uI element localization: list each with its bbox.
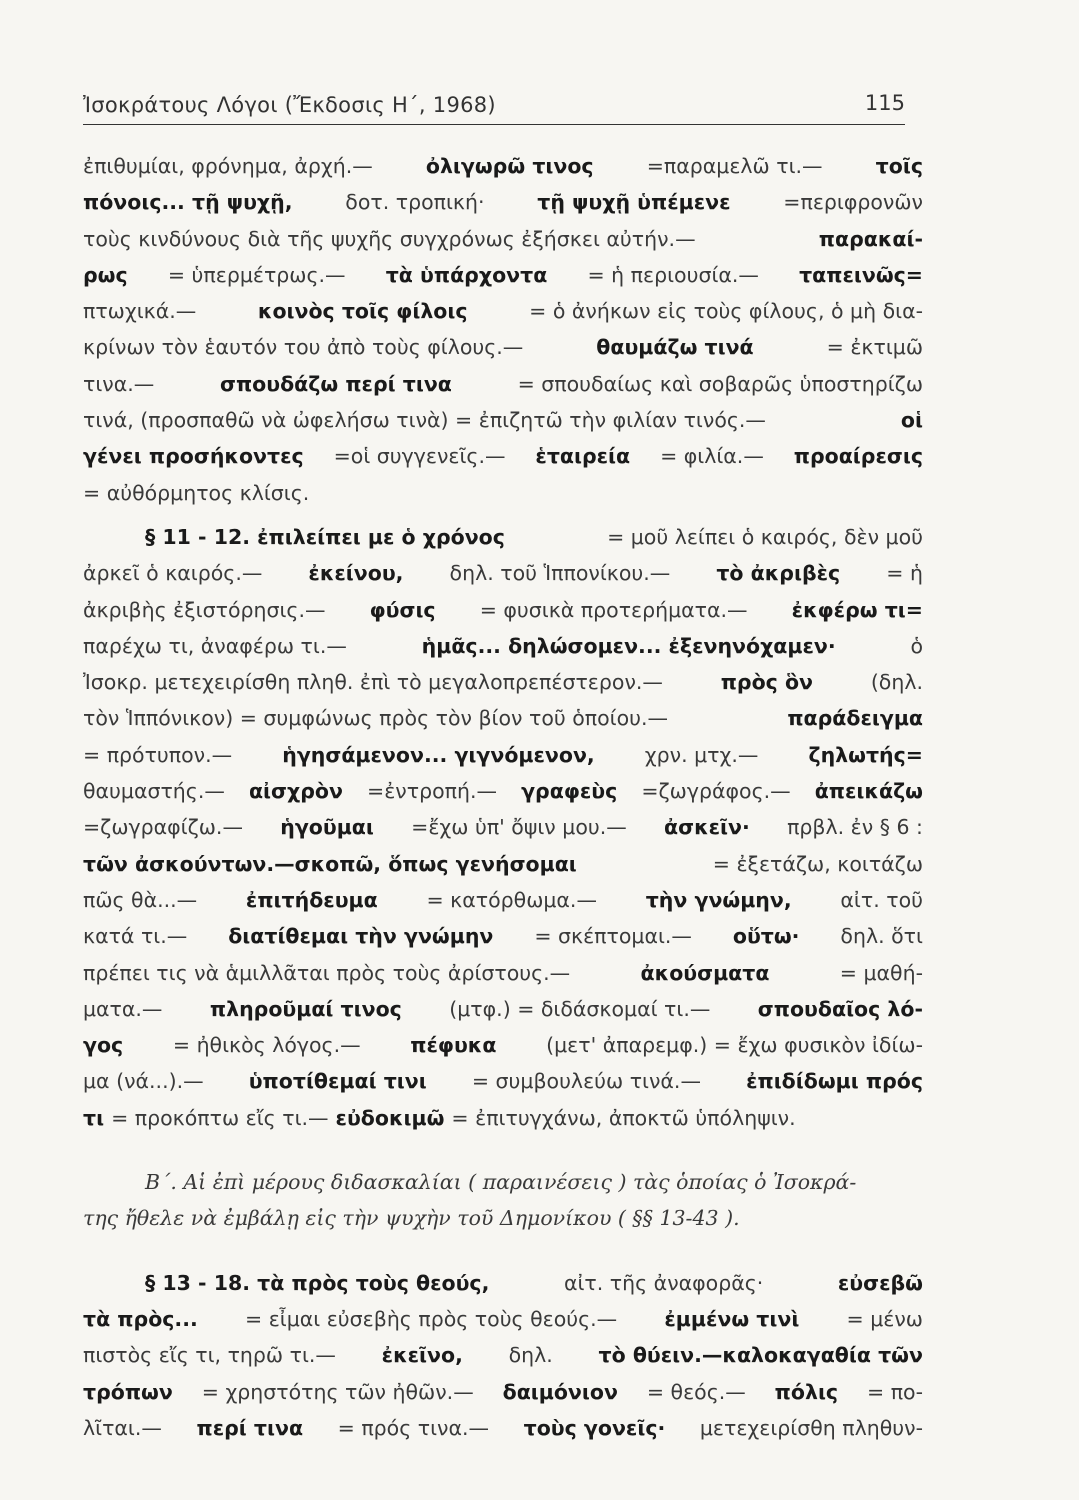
lemma: τῇ ψυχῇ ὑπέμενε [537, 190, 731, 215]
lemma: ἀσκεῖν· [664, 815, 750, 840]
text-line [83, 1337, 923, 1373]
gloss: κατά τι.— [83, 924, 188, 949]
gloss: ματα.— [83, 996, 163, 1021]
lemma: αἰσχρὸν [248, 779, 343, 804]
lemma: πόνοις... τῇ ψυχῇ, [83, 190, 293, 215]
lemma: δαιμόνιον [502, 1379, 618, 1404]
lemma: τοὺς γονεῖς· [523, 1415, 666, 1440]
lemma: παρακαί- [818, 226, 923, 251]
gloss: = φυσικὰ προτερήματα.— [479, 597, 748, 622]
lemma: κοινὸς τοῖς φίλοις [257, 299, 468, 324]
lemma: ταπεινῶς= [799, 262, 923, 287]
gloss: δηλ. [508, 1343, 553, 1368]
gloss: = ἐκτιμῶ [826, 335, 923, 360]
text-line [83, 1027, 923, 1063]
text-line [83, 1410, 923, 1446]
text-line [83, 773, 923, 809]
gloss: = πρός τινα.— [337, 1415, 490, 1440]
lemma: τὴν γνώμην, [645, 887, 792, 912]
text-line [83, 184, 923, 220]
lemma: φύσις [369, 597, 436, 622]
gloss: τινά, (προσπαθῶ νὰ ὠφελήσω τινὰ) = ἐπιζητῶ τὴν φιλίαν τινός.— [83, 408, 766, 433]
text-line [83, 438, 923, 474]
gloss: χρν. μτχ.— [644, 742, 759, 767]
lemma: ρως [83, 262, 128, 287]
lemma: ὀλιγωρῶ τινος [425, 154, 594, 178]
gloss: =οἱ συγγενεῖς.— [333, 444, 506, 469]
lemma: ἡμᾶς... δηλώσομεν... ἐξενηνόχαμεν· [421, 633, 836, 658]
lemma: τι [83, 1105, 105, 1130]
gloss: (μτφ.) = διδάσκομαί τι.— [449, 996, 711, 1021]
gloss: = ἐξετάζω, κοιτάζω [712, 851, 923, 876]
gloss: = σκέπτομαι.— [534, 924, 692, 949]
lemma: τοῖς [875, 154, 923, 178]
gloss: ἐπιθυμίαι, φρόνημα, ἀρχή.— [83, 154, 373, 178]
lemma: ἐκείνου, [308, 561, 404, 586]
lemma: ἐπιδίδωμι πρός [746, 1069, 923, 1094]
text-line [83, 592, 923, 628]
gloss: = σπουδαίως καὶ σοβαρῶς ὑποστηρίζω [517, 371, 923, 396]
text-line [83, 1164, 923, 1200]
text-line [83, 402, 923, 438]
text-line [83, 737, 923, 773]
gloss: = ἡ [886, 561, 923, 586]
lemma: ἐκεῖνο, [381, 1343, 463, 1368]
gloss: = μοῦ λείπει ὁ καιρός, δὲν μοῦ [607, 524, 923, 549]
gloss: μα (νά...).— [83, 1069, 204, 1094]
gloss: =ἔχω ὑπ' ὄψιν μου.— [411, 815, 627, 840]
text-line [83, 1100, 923, 1136]
lemma: γένει προσήκοντες [83, 444, 304, 469]
gloss: πῶς θὰ...— [83, 887, 198, 912]
lemma: ὑποτίθεμαί τινι [248, 1069, 427, 1094]
text-line [83, 519, 923, 555]
gloss: (μετ' ἀπαρεμφ.) = ἔχω φυσικὸν ἰδίω- [546, 1033, 923, 1058]
gloss: παρέχω τι, ἀναφέρω τι.— [83, 633, 347, 658]
text-line [83, 475, 923, 511]
gloss: = ἐπιτυγχάνω, ἀποκτῶ ὑπόληψιν. [451, 1105, 796, 1130]
page-number: 115 [864, 91, 905, 115]
gloss: ἀκριβὴς ἐξιστόρησις.— [83, 597, 326, 622]
running-header [83, 88, 905, 125]
gloss: μετεχειρίσθη πληθυν- [699, 1415, 923, 1440]
gloss: = εἶμαι εὐσεβὴς πρὸς τοὺς θεούς.— [245, 1306, 618, 1331]
gloss: λῖται.— [83, 1415, 162, 1440]
section-heading: της ἤθελε νὰ ἐμβάλῃ εἰς τὴν ψυχὴν τοῦ Δημονίκου ( §§ 13-43 ). [83, 1206, 740, 1231]
lemma: § 13 - 18. τὰ πρὸς τοὺς θεούς, [145, 1270, 490, 1295]
lemma: τὰ ὑπάρχοντα [385, 262, 548, 287]
header-title: Ἰσοκράτους Λόγοι (Ἔκδοσις Η΄, 1968) [83, 93, 496, 117]
gloss: τοὺς κινδύνους διὰ τῆς ψυχῆς συγχρόνως ἐξήσκει αὐτήν.— [83, 226, 696, 251]
text-line [83, 366, 923, 402]
section-heading: Β΄. Αἱ ἐπὶ μέρους διδασκαλίαι ( παραινέσεις ) τὰς ὁποίας ὁ Ἰσοκρά- [145, 1170, 857, 1195]
text-line [83, 1265, 923, 1301]
lemma: τῶν ἀσκούντων.—σκοπῶ, ὅπως γενήσομαι [83, 851, 577, 876]
lemma: προαίρεσις [793, 444, 923, 469]
text-line [83, 918, 923, 954]
lemma: § 11 - 12. ἐπιλείπει με ὁ χρόνος [145, 524, 505, 549]
gloss: αἰτ. τῆς ἀναφορᾶς· [563, 1270, 764, 1295]
gloss: =ἐντροπή.— [367, 779, 497, 804]
lemma: θαυμάζω τινά [596, 335, 754, 360]
lemma: πόλις [774, 1379, 839, 1404]
text-line [83, 700, 923, 736]
text-line [83, 221, 923, 257]
gloss: = μένω [846, 1306, 923, 1331]
text-line [83, 1374, 923, 1410]
lemma: ἑταιρεία [535, 444, 631, 469]
lemma: ἐκφέρω τι= [791, 597, 923, 622]
gloss: δηλ. ὅτι [840, 924, 923, 949]
text-line [83, 955, 923, 991]
lemma: παράδειγμα [787, 706, 923, 731]
text-line [83, 148, 923, 184]
gloss: = μαθή- [839, 960, 923, 985]
gloss: = φιλία.— [660, 444, 764, 469]
lemma: ἡγοῦμαι [280, 815, 374, 840]
gloss: = ἡ περιουσία.— [587, 262, 759, 287]
lemma: περί τινα [196, 1415, 304, 1440]
text-line [83, 846, 923, 882]
gloss: = αὐθόρμητος κλίσις. [83, 480, 310, 505]
text-line [83, 293, 923, 329]
lemma: τρόπων [83, 1379, 173, 1404]
lemma: οὕτω· [732, 924, 800, 949]
lemma: ἀκούσματα [640, 960, 770, 985]
lemma: ζηλωτής= [808, 742, 923, 767]
gloss: πρέπει τις νὰ ἁμιλλᾶται πρὸς τοὺς ἀρίστους.— [83, 960, 571, 985]
gloss: πιστὸς εἴς τι, τηρῶ τι.— [83, 1343, 336, 1368]
gloss: Ἰσοκρ. μετεχειρίσθη πληθ. ἐπὶ τὸ μεγαλοπρεπέστερον.— [83, 670, 663, 695]
gloss: δοτ. τροπική· [345, 190, 485, 215]
lemma: τὰ πρὸς... [83, 1306, 198, 1331]
commentary-text [83, 148, 923, 1446]
gloss: τινα.— [83, 371, 155, 396]
lemma: τὸ θύειν.—καλοκαγαθία τῶν [598, 1343, 923, 1368]
gloss: = ὑπερμέτρως.— [167, 262, 346, 287]
gloss: =ζωγραφίζω.— [83, 815, 243, 840]
lemma: εὐδοκιμῶ [335, 1105, 445, 1130]
gloss: =ζωγράφος.— [641, 779, 791, 804]
text-line [83, 664, 923, 700]
lemma: σπουδαῖος λό- [757, 996, 923, 1021]
text-line [83, 1200, 923, 1236]
text-line [83, 882, 923, 918]
lemma: ἀπεικάζω [814, 779, 923, 804]
text-line [83, 1063, 923, 1099]
text-line [83, 257, 923, 293]
gloss: = συμβουλεύω τινά.— [471, 1069, 701, 1094]
gloss: πτωχικά.— [83, 299, 197, 324]
lemma: γος [83, 1033, 124, 1058]
lemma: πέφυκα [410, 1033, 497, 1058]
text-line [83, 628, 923, 664]
lemma: γραφεὺς [521, 779, 618, 804]
text-line [83, 809, 923, 845]
gloss: κρίνων τὸν ἑαυτόν του ἀπὸ τοὺς φίλους.— [83, 335, 524, 360]
gloss: =παραμελῶ τι.— [646, 154, 823, 178]
gloss: τὸν Ἱππόνικον) = συμφώνως πρὸς τὸν βίον τοῦ ὁποίου.— [83, 706, 669, 731]
gloss: =περιφρονῶν [783, 190, 923, 215]
lemma: ἡγησάμενον... γιγνόμενον, [282, 742, 595, 767]
gloss: δηλ. τοῦ Ἱππονίκου.— [449, 561, 671, 586]
gloss: = ὁ ἀνήκων εἰς τοὺς φίλους, ὁ μὴ δια- [529, 299, 923, 324]
text-line [83, 1301, 923, 1337]
text-line [83, 329, 923, 365]
gloss: = πρότυπον.— [83, 742, 233, 767]
gloss: = ἠθικὸς λόγος.— [172, 1033, 361, 1058]
gloss: = κατόρθωμα.— [426, 887, 597, 912]
gloss: = προκόπτω εἴς τι.— [111, 1105, 329, 1130]
gloss: (δηλ. [870, 670, 923, 695]
lemma: πρὸς ὃν [720, 670, 814, 695]
gloss: πρβλ. ἐν § 6 : [787, 815, 923, 840]
gloss: = πο- [867, 1379, 923, 1404]
lemma: πληροῦμαί τινος [209, 996, 402, 1021]
gloss: ἀρκεῖ ὁ καιρός.— [83, 561, 263, 586]
lemma: εὐσεβῶ [837, 1270, 923, 1295]
text-line [83, 991, 923, 1027]
text-line [83, 555, 923, 591]
lemma: ἐμμένω τινὶ [664, 1306, 800, 1331]
lemma: τὸ ἀκριβὲς [716, 561, 841, 586]
gloss: = χρηστότης τῶν ἠθῶν.— [201, 1379, 474, 1404]
gloss: αἰτ. τοῦ [840, 887, 923, 912]
lemma: διατίθεμαι τὴν γνώμην [228, 924, 494, 949]
gloss: ὁ [910, 633, 923, 658]
gloss: θαυμαστής.— [83, 779, 225, 804]
lemma: οἱ [900, 408, 923, 433]
gloss: = θεός.— [646, 1379, 746, 1404]
lemma: ἐπιτήδευμα [245, 887, 378, 912]
lemma: σπουδάζω περί τινα [219, 371, 452, 396]
